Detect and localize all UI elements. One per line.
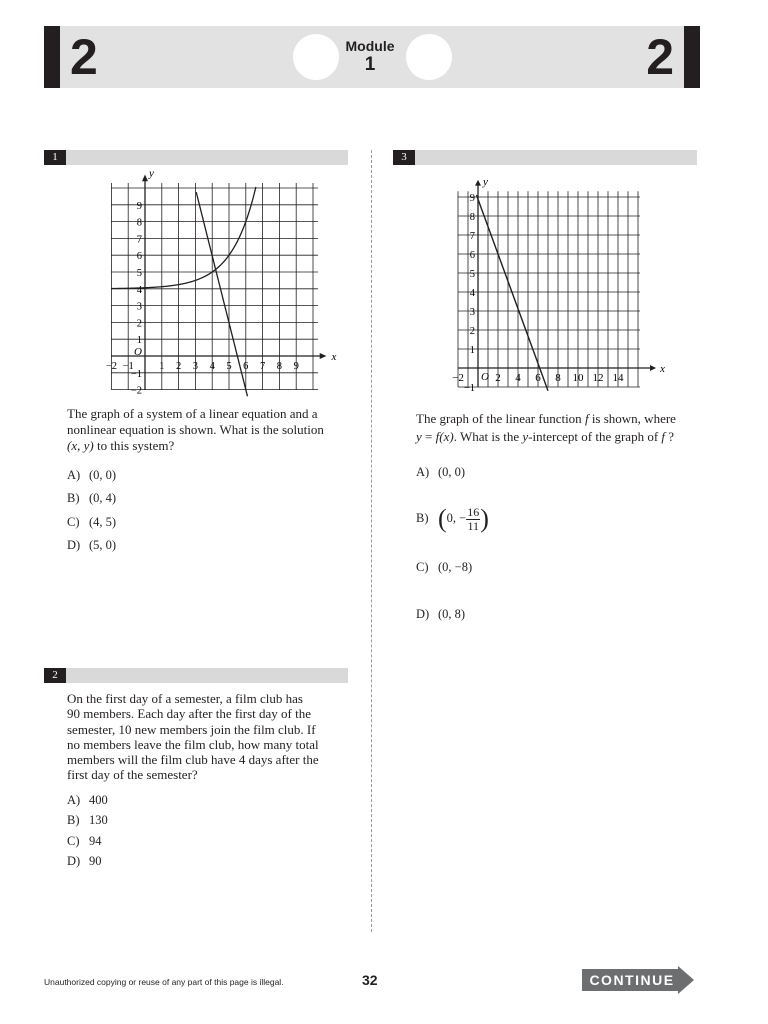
x-axis-arrow-icon: [650, 365, 656, 371]
option-label: D): [67, 854, 81, 868]
question-2-bar: [44, 668, 348, 683]
header-left-bar: [44, 26, 60, 88]
option-text: (4, 5): [89, 515, 117, 529]
question-2-option-b[interactable]: [67, 812, 108, 828]
fraction: [466, 506, 480, 533]
section-number-left: 2: [70, 29, 98, 85]
x-axis-label: x: [660, 363, 665, 375]
question-1-bar: [44, 150, 348, 165]
y-tick-label: 4: [469, 288, 475, 299]
x-tick-label: 1: [159, 361, 165, 372]
stem-text: =: [421, 429, 436, 444]
module-title: Module: [345, 38, 395, 54]
question-2-stem-line: no members leave the film club, how many total: [67, 736, 319, 752]
question-2-stem-line: semester, 10 new members join the film club. If: [67, 721, 316, 737]
y-tick-label: 5: [136, 268, 142, 279]
continue-label: CONTINUE: [589, 972, 675, 988]
stem-text: . What is the: [453, 429, 523, 444]
question-1-stem-rest: to this system?: [93, 438, 175, 453]
origin-label: O: [134, 346, 142, 358]
header-circle-right: [406, 34, 452, 80]
y-axis-label: y: [149, 167, 154, 180]
question-2-stem-line: On the first day of a semester, a film club has: [67, 691, 303, 706]
option-label: C): [416, 560, 429, 574]
y-tick-label: 5: [469, 269, 475, 280]
option-label: D): [416, 607, 430, 621]
question-1-option-d[interactable]: [67, 537, 116, 553]
question-2-stem-line: members will the film club have 4 days after the: [67, 752, 319, 768]
copyright-notice: Unauthorized copying or reuse of any part of this page is illegal.: [44, 977, 284, 987]
stem-text: The graph of the linear function: [416, 411, 585, 426]
question-3-option-b[interactable]: [416, 500, 489, 536]
option-text: (0, 4): [89, 491, 117, 505]
y-tick-label: −1: [463, 383, 475, 394]
option-label: B): [416, 511, 429, 525]
question-2-stem-line: first day of the semester?: [67, 767, 198, 783]
x-tick-label: 8: [555, 372, 561, 384]
question-1-stem-variable: (x, y): [67, 438, 94, 453]
exponential-curve: [111, 187, 255, 289]
x-tick-label: 8: [276, 361, 283, 372]
question-2-option-a[interactable]: [67, 792, 108, 808]
y-tick-label: 7: [469, 231, 475, 242]
fraction-denominator: 11: [467, 518, 480, 533]
question-1-option-a[interactable]: [67, 467, 116, 483]
stem-variable: y: [416, 429, 422, 444]
y-tick-label: 1: [469, 345, 475, 356]
stem-variable: f: [661, 429, 666, 444]
y-tick-label: 6: [136, 251, 142, 263]
option-text: (0, 0): [438, 465, 466, 479]
x-tick-label: 3: [192, 361, 199, 372]
y-axis-arrow-icon: [142, 175, 148, 182]
right-paren: ): [480, 504, 489, 534]
x-tick-label: −2: [105, 361, 117, 372]
question-2-stem: [67, 691, 347, 783]
stem-variable: y: [522, 429, 529, 444]
option-text: (0, −8): [438, 560, 473, 574]
option-label: A): [416, 465, 430, 479]
option-text: (0, 8): [438, 607, 466, 621]
stem-variable: (x): [439, 429, 454, 444]
stem-text: ?: [665, 429, 675, 444]
option-label: C): [67, 834, 80, 848]
question-3-stem-line: [416, 428, 706, 446]
x-tick-label: 4: [515, 372, 521, 384]
question-3-graph: [446, 172, 676, 394]
option-label: D): [67, 538, 81, 552]
question-3-stem: [416, 410, 706, 446]
question-3-bar: [393, 150, 697, 165]
x-tick-label: 12: [592, 372, 604, 384]
y-axis-arrow-icon: [475, 180, 481, 186]
header-right-bar: [684, 26, 700, 88]
y-tick-label: 8: [136, 217, 142, 229]
option-text: (0, 0): [89, 468, 117, 482]
option-label: B): [67, 813, 80, 827]
linear-function-line: [196, 192, 247, 396]
option-label: A): [67, 468, 81, 482]
y-tick-label: 3: [469, 307, 475, 318]
y-axis-label: y: [483, 175, 488, 188]
page-number: 32: [362, 972, 378, 988]
question-3-number: 3: [393, 150, 415, 165]
x-tick-label: 2: [495, 372, 501, 384]
option-text: 0, −: [446, 511, 467, 525]
x-tick-label: 2: [175, 361, 182, 372]
question-3-stem-line: [416, 410, 706, 428]
question-1-option-b[interactable]: [67, 490, 116, 506]
module-number: 1: [364, 54, 376, 75]
question-1-stem-line: nonlinear equation is shown. What is the solution: [67, 422, 324, 437]
question-1-option-c[interactable]: [67, 514, 116, 530]
x-tick-label: −1: [122, 361, 134, 372]
option-text: (5, 0): [89, 538, 117, 552]
question-1-stem-line: [67, 438, 347, 454]
question-3-option-a[interactable]: [416, 464, 465, 480]
option-text: 94: [89, 834, 102, 848]
question-1-stem-line: The graph of a system of a linear equation and a: [67, 406, 318, 421]
column-divider: [371, 150, 372, 932]
question-2-option-c[interactable]: [67, 833, 102, 849]
y-tick-label: 1: [136, 335, 142, 347]
option-text: 400: [89, 793, 108, 807]
x-tick-label: 7: [259, 361, 266, 372]
continue-button[interactable]: [582, 966, 694, 994]
x-axis-arrow-icon: [320, 353, 327, 359]
stem-variable: f: [584, 411, 589, 426]
question-1-graph: [100, 167, 337, 397]
y-tick-label: 9: [136, 200, 142, 212]
y-tick-label: 3: [136, 301, 142, 313]
y-tick-label: 2: [136, 318, 142, 330]
origin-label: O: [481, 371, 489, 383]
y-tick-label: 4: [136, 284, 142, 296]
x-tick-label: 6: [535, 372, 541, 384]
x-tick-label: 9: [293, 361, 299, 372]
x-tick-label: 5: [226, 361, 232, 372]
question-2-number: 2: [44, 668, 66, 683]
y-tick-label: 6: [469, 250, 475, 261]
question-1-number: 1: [44, 150, 66, 165]
x-tick-label: 6: [243, 361, 249, 372]
option-label: A): [67, 793, 81, 807]
x-tick-label: 4: [209, 361, 215, 372]
module-header: [44, 26, 700, 88]
linear-function-line: [477, 195, 549, 391]
y-tick-label: 2: [469, 326, 475, 337]
option-text: 90: [89, 854, 102, 868]
left-paren: (: [438, 504, 447, 534]
y-tick-label: 7: [136, 234, 142, 246]
x-axis-label: x: [331, 351, 337, 363]
x-tick-label: 14: [612, 372, 624, 384]
option-text: 130: [89, 813, 108, 827]
question-2-stem-line: 90 members. Each day after the first day of the: [67, 706, 312, 722]
option-label: C): [67, 515, 80, 529]
x-tick-label: 10: [572, 372, 584, 384]
module-label: [342, 38, 398, 76]
option-label: B): [67, 491, 80, 505]
header-circle-left: [293, 34, 339, 80]
y-tick-label: −2: [130, 385, 142, 397]
stem-variable: f: [435, 429, 440, 444]
fraction-numerator: 16: [467, 504, 480, 519]
question-2-option-d[interactable]: [67, 853, 102, 869]
question-3-option-c[interactable]: [416, 559, 472, 575]
question-1-stem: [67, 406, 347, 454]
stem-text: -intercept of the graph of: [528, 429, 662, 444]
y-tick-label: −1: [130, 368, 142, 380]
y-tick-label: 9: [469, 193, 475, 204]
section-number-right: 2: [646, 29, 674, 85]
stem-text: is shown, where: [588, 411, 676, 426]
x-tick-label: −2: [452, 372, 464, 384]
y-tick-label: 8: [469, 212, 475, 223]
question-3-option-d[interactable]: [416, 606, 465, 622]
